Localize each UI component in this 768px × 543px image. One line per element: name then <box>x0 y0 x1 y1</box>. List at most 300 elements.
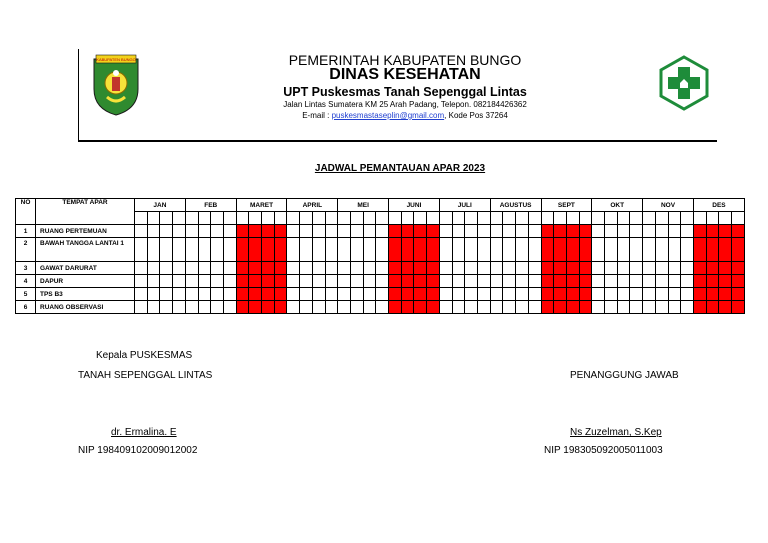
week-cell <box>160 212 173 225</box>
week-cell <box>617 275 630 288</box>
week-cell <box>147 275 160 288</box>
monitoring-cell <box>274 238 287 262</box>
row-place: GAWAT DARURAT <box>36 262 135 275</box>
week-cell <box>605 212 618 225</box>
email-line <box>260 111 550 120</box>
monitoring-cell <box>693 275 706 288</box>
week-cell <box>376 262 389 275</box>
week-cell <box>300 262 313 275</box>
week-cell <box>173 212 186 225</box>
month-header: MARET <box>236 199 287 212</box>
row-place: RUANG PERTEMUAN <box>36 225 135 238</box>
week-cell <box>135 262 148 275</box>
row-place: RUANG OBSERVASI <box>36 301 135 314</box>
week-cell <box>338 238 351 262</box>
week-cell <box>668 225 681 238</box>
week-cell <box>579 212 592 225</box>
right-signer-name: Ns Zuzelman, S.Kep <box>570 427 662 438</box>
left-signer-institution: TANAH SEPENGGAL LINTAS <box>78 370 213 381</box>
monitoring-cell <box>732 225 745 238</box>
week-cell <box>185 262 198 275</box>
week-cell <box>439 212 452 225</box>
week-cell <box>185 288 198 301</box>
week-cell <box>173 288 186 301</box>
crest-lettering: KABUPATEN BUNGO <box>96 57 136 62</box>
week-cell <box>528 212 541 225</box>
week-cell <box>630 288 643 301</box>
week-cell <box>592 225 605 238</box>
week-cell <box>668 288 681 301</box>
week-cell <box>300 288 313 301</box>
monitoring-cell <box>541 238 554 262</box>
monitoring-cell <box>566 225 579 238</box>
week-cell <box>211 275 224 288</box>
monitoring-cell <box>236 301 249 314</box>
monitoring-cell <box>414 225 427 238</box>
week-cell <box>503 225 516 238</box>
monitoring-cell <box>566 275 579 288</box>
monitoring-cell <box>249 225 262 238</box>
week-cell <box>452 301 465 314</box>
week-cell <box>287 212 300 225</box>
week-cell <box>135 275 148 288</box>
week-cell <box>312 238 325 262</box>
week-cell <box>338 301 351 314</box>
week-cell <box>223 288 236 301</box>
week-cell <box>312 225 325 238</box>
table-row <box>16 225 745 238</box>
week-cell <box>223 262 236 275</box>
monitoring-cell <box>579 238 592 262</box>
monitoring-cell <box>389 262 402 275</box>
week-cell <box>554 212 567 225</box>
monitoring-cell <box>706 238 719 262</box>
week-cell <box>592 262 605 275</box>
apar-schedule-table <box>15 198 745 314</box>
monitoring-cell <box>236 288 249 301</box>
week-cell <box>528 275 541 288</box>
week-cell <box>643 301 656 314</box>
monitoring-cell <box>719 262 732 275</box>
week-cell <box>516 262 529 275</box>
week-cell <box>363 212 376 225</box>
week-cell <box>287 275 300 288</box>
week-cell <box>185 301 198 314</box>
left-signer-nip: NIP 198409102009012002 <box>78 445 198 456</box>
week-cell <box>592 212 605 225</box>
monitoring-cell <box>579 301 592 314</box>
monitoring-cell <box>427 301 440 314</box>
week-cell <box>490 212 503 225</box>
week-cell <box>363 288 376 301</box>
puskesmas-cross-icon <box>656 55 712 111</box>
week-cell <box>605 238 618 262</box>
week-cell <box>516 225 529 238</box>
week-cell <box>668 212 681 225</box>
monitoring-cell <box>732 262 745 275</box>
week-cell <box>338 212 351 225</box>
week-cell <box>541 212 554 225</box>
week-cell <box>249 212 262 225</box>
week-cell <box>617 212 630 225</box>
week-cell <box>185 225 198 238</box>
email-prefix: E-mail : <box>302 111 332 120</box>
week-cell <box>655 275 668 288</box>
monitoring-cell <box>706 262 719 275</box>
monitoring-cell <box>427 288 440 301</box>
week-cell <box>592 275 605 288</box>
week-cell <box>223 301 236 314</box>
week-cell <box>287 288 300 301</box>
week-cell <box>262 212 275 225</box>
month-header: APRIL <box>287 199 338 212</box>
week-cell <box>465 225 478 238</box>
table-row <box>16 238 745 262</box>
monitoring-cell <box>693 225 706 238</box>
row-place: DAPUR <box>36 275 135 288</box>
week-cell <box>630 225 643 238</box>
monitoring-cell <box>693 262 706 275</box>
monitoring-cell <box>554 275 567 288</box>
week-cell <box>147 212 160 225</box>
week-cell <box>655 225 668 238</box>
week-cell <box>439 238 452 262</box>
week-cell <box>528 288 541 301</box>
monitoring-cell <box>414 275 427 288</box>
monitoring-cell <box>719 288 732 301</box>
monitoring-cell <box>732 288 745 301</box>
week-cell <box>465 288 478 301</box>
week-cell <box>211 262 224 275</box>
month-header: NOV <box>643 199 694 212</box>
week-cell <box>147 238 160 262</box>
week-cell <box>439 262 452 275</box>
week-cell <box>643 238 656 262</box>
week-cell <box>363 238 376 262</box>
monitoring-cell <box>554 238 567 262</box>
week-cell <box>135 225 148 238</box>
monitoring-cell <box>389 301 402 314</box>
week-cell <box>605 225 618 238</box>
monitoring-cell <box>249 238 262 262</box>
week-cell <box>439 301 452 314</box>
row-place: TPS B3 <box>36 288 135 301</box>
week-cell <box>325 262 338 275</box>
week-cell <box>223 275 236 288</box>
week-cell <box>605 275 618 288</box>
week-cell <box>350 288 363 301</box>
week-cell <box>427 212 440 225</box>
monitoring-cell <box>579 262 592 275</box>
week-cell <box>198 238 211 262</box>
week-cell <box>516 288 529 301</box>
monitoring-cell <box>541 301 554 314</box>
week-cell <box>211 225 224 238</box>
monitoring-cell <box>719 301 732 314</box>
week-cell <box>160 275 173 288</box>
week-cell <box>160 288 173 301</box>
monitoring-cell <box>389 275 402 288</box>
monitoring-cell <box>274 301 287 314</box>
monitoring-cell <box>427 225 440 238</box>
monitoring-cell <box>262 262 275 275</box>
week-cell <box>198 275 211 288</box>
week-cell <box>516 212 529 225</box>
week-cell <box>363 275 376 288</box>
week-cell <box>706 212 719 225</box>
monitoring-cell <box>274 288 287 301</box>
month-header: JAN <box>135 199 186 212</box>
week-cell <box>223 212 236 225</box>
week-cell <box>655 262 668 275</box>
table-row <box>16 301 745 314</box>
week-cell <box>173 301 186 314</box>
monitoring-cell <box>732 238 745 262</box>
week-cell <box>236 212 249 225</box>
monitoring-cell <box>579 288 592 301</box>
week-cell <box>325 275 338 288</box>
week-cell <box>198 262 211 275</box>
monitoring-cell <box>706 301 719 314</box>
week-cell <box>516 301 529 314</box>
week-cell <box>465 275 478 288</box>
monitoring-cell <box>262 275 275 288</box>
week-cell <box>376 225 389 238</box>
monitoring-cell <box>554 288 567 301</box>
week-cell <box>681 301 694 314</box>
header-place: TEMPAT APAR <box>36 199 135 225</box>
row-place: BAWAH TANGGA LANTAI 1 <box>36 238 135 262</box>
monitoring-cell <box>401 225 414 238</box>
monitoring-cell <box>236 225 249 238</box>
week-cell <box>503 238 516 262</box>
week-cell <box>655 212 668 225</box>
week-cell <box>617 225 630 238</box>
week-cell <box>147 288 160 301</box>
monitoring-cell <box>274 225 287 238</box>
week-cell <box>668 275 681 288</box>
monitoring-cell <box>541 288 554 301</box>
week-cell <box>477 262 490 275</box>
week-cell <box>325 212 338 225</box>
week-cell <box>160 301 173 314</box>
monitoring-cell <box>732 275 745 288</box>
week-cell <box>185 275 198 288</box>
monitoring-cell <box>274 275 287 288</box>
monitoring-cell <box>249 288 262 301</box>
week-cell <box>350 212 363 225</box>
monitoring-cell <box>401 288 414 301</box>
monitoring-cell <box>579 275 592 288</box>
address-line: Jalan Lintas Sumatera KM 25 Arah Padang, Telepon. 082184426362 <box>283 100 527 109</box>
monitoring-cell <box>262 238 275 262</box>
month-header: AGUSTUS <box>490 199 541 212</box>
month-header: DES <box>693 199 744 212</box>
week-cell <box>452 262 465 275</box>
week-cell <box>325 238 338 262</box>
monitoring-cell <box>554 301 567 314</box>
monitoring-cell <box>389 288 402 301</box>
week-cell <box>300 301 313 314</box>
week-cell <box>135 212 148 225</box>
week-cell <box>655 238 668 262</box>
week-cell <box>211 301 224 314</box>
week-cell <box>630 301 643 314</box>
government-name: PEMERINTAH KABUPATEN BUNGO <box>288 52 522 68</box>
week-cell <box>325 301 338 314</box>
week-cell <box>465 301 478 314</box>
monitoring-cell <box>541 275 554 288</box>
week-cell <box>528 262 541 275</box>
week-cell <box>477 275 490 288</box>
week-cell <box>173 275 186 288</box>
monitoring-cell <box>566 301 579 314</box>
week-cell <box>198 225 211 238</box>
monitoring-cell <box>693 238 706 262</box>
week-cell <box>160 262 173 275</box>
week-cell <box>681 288 694 301</box>
monitoring-cell <box>236 238 249 262</box>
week-cell <box>617 262 630 275</box>
week-cell <box>300 238 313 262</box>
week-cell <box>325 288 338 301</box>
week-cell <box>732 212 745 225</box>
row-number: 6 <box>16 301 36 314</box>
monitoring-cell <box>401 238 414 262</box>
monitoring-cell <box>236 262 249 275</box>
week-cell <box>350 225 363 238</box>
week-cell <box>452 275 465 288</box>
month-header: JUNI <box>389 199 440 212</box>
row-number: 4 <box>16 275 36 288</box>
monitoring-cell <box>719 225 732 238</box>
week-cell <box>198 301 211 314</box>
monitoring-cell <box>427 238 440 262</box>
week-cell <box>465 238 478 262</box>
week-cell <box>681 225 694 238</box>
week-cell <box>211 212 224 225</box>
week-cell <box>135 238 148 262</box>
week-cell <box>490 301 503 314</box>
week-cell <box>528 238 541 262</box>
week-cell <box>198 288 211 301</box>
monitoring-cell <box>566 262 579 275</box>
week-cell <box>312 212 325 225</box>
week-cell <box>439 288 452 301</box>
week-cell <box>312 288 325 301</box>
week-cell <box>185 238 198 262</box>
week-cell <box>617 301 630 314</box>
week-cell <box>516 275 529 288</box>
monitoring-cell <box>401 275 414 288</box>
week-cell <box>681 238 694 262</box>
monitoring-cell <box>401 301 414 314</box>
week-cell <box>135 301 148 314</box>
monitoring-cell <box>566 238 579 262</box>
week-cell <box>287 262 300 275</box>
week-cell <box>338 262 351 275</box>
monitoring-cell <box>579 225 592 238</box>
week-cell <box>668 238 681 262</box>
monitoring-cell <box>554 262 567 275</box>
week-cell <box>490 238 503 262</box>
monitoring-cell <box>732 301 745 314</box>
week-cell <box>477 225 490 238</box>
monitoring-cell <box>249 275 262 288</box>
monitoring-cell <box>706 225 719 238</box>
week-cell <box>325 225 338 238</box>
week-cell <box>376 301 389 314</box>
email-link[interactable]: puskesmastaseplin@gmail.com <box>331 111 445 120</box>
week-cell <box>490 262 503 275</box>
week-cell <box>617 288 630 301</box>
monitoring-cell <box>262 301 275 314</box>
table-header-row <box>16 199 745 212</box>
week-cell <box>338 225 351 238</box>
week-cell <box>147 225 160 238</box>
week-cell <box>376 238 389 262</box>
week-cell <box>490 275 503 288</box>
monitoring-cell <box>693 301 706 314</box>
week-cell <box>274 212 287 225</box>
week-cell <box>363 225 376 238</box>
table-row <box>16 275 745 288</box>
row-number: 5 <box>16 288 36 301</box>
week-cell <box>211 288 224 301</box>
week-cell <box>185 212 198 225</box>
monitoring-cell <box>249 301 262 314</box>
month-header: OKT <box>592 199 643 212</box>
week-cell <box>630 238 643 262</box>
week-cell <box>300 275 313 288</box>
week-cell <box>223 225 236 238</box>
row-number: 2 <box>16 238 36 262</box>
week-cell <box>605 288 618 301</box>
week-cell <box>223 238 236 262</box>
week-cell <box>719 212 732 225</box>
week-cell <box>477 238 490 262</box>
week-cell <box>389 212 402 225</box>
week-cell <box>338 275 351 288</box>
monitoring-cell <box>414 301 427 314</box>
document-title: JADWAL PEMANTAUAN APAR 2023 <box>314 163 486 174</box>
week-cell <box>376 212 389 225</box>
week-cell <box>300 212 313 225</box>
month-header: JULI <box>439 199 490 212</box>
week-cell <box>643 212 656 225</box>
week-cell <box>503 288 516 301</box>
week-cell <box>477 212 490 225</box>
week-cell <box>592 288 605 301</box>
week-cell <box>376 275 389 288</box>
unit-name: UPT Puskesmas Tanah Sepenggal Lintas <box>283 85 527 99</box>
monitoring-cell <box>414 238 427 262</box>
week-cell <box>643 288 656 301</box>
week-cell <box>338 288 351 301</box>
week-cell <box>503 275 516 288</box>
week-cell <box>350 275 363 288</box>
week-cell <box>566 212 579 225</box>
week-cell <box>643 275 656 288</box>
monitoring-cell <box>262 288 275 301</box>
week-cell <box>693 212 706 225</box>
monitoring-cell <box>262 225 275 238</box>
row-number: 1 <box>16 225 36 238</box>
week-cell <box>592 301 605 314</box>
bungo-regency-crest-icon <box>90 53 142 117</box>
monitoring-cell <box>541 225 554 238</box>
week-cell <box>630 275 643 288</box>
